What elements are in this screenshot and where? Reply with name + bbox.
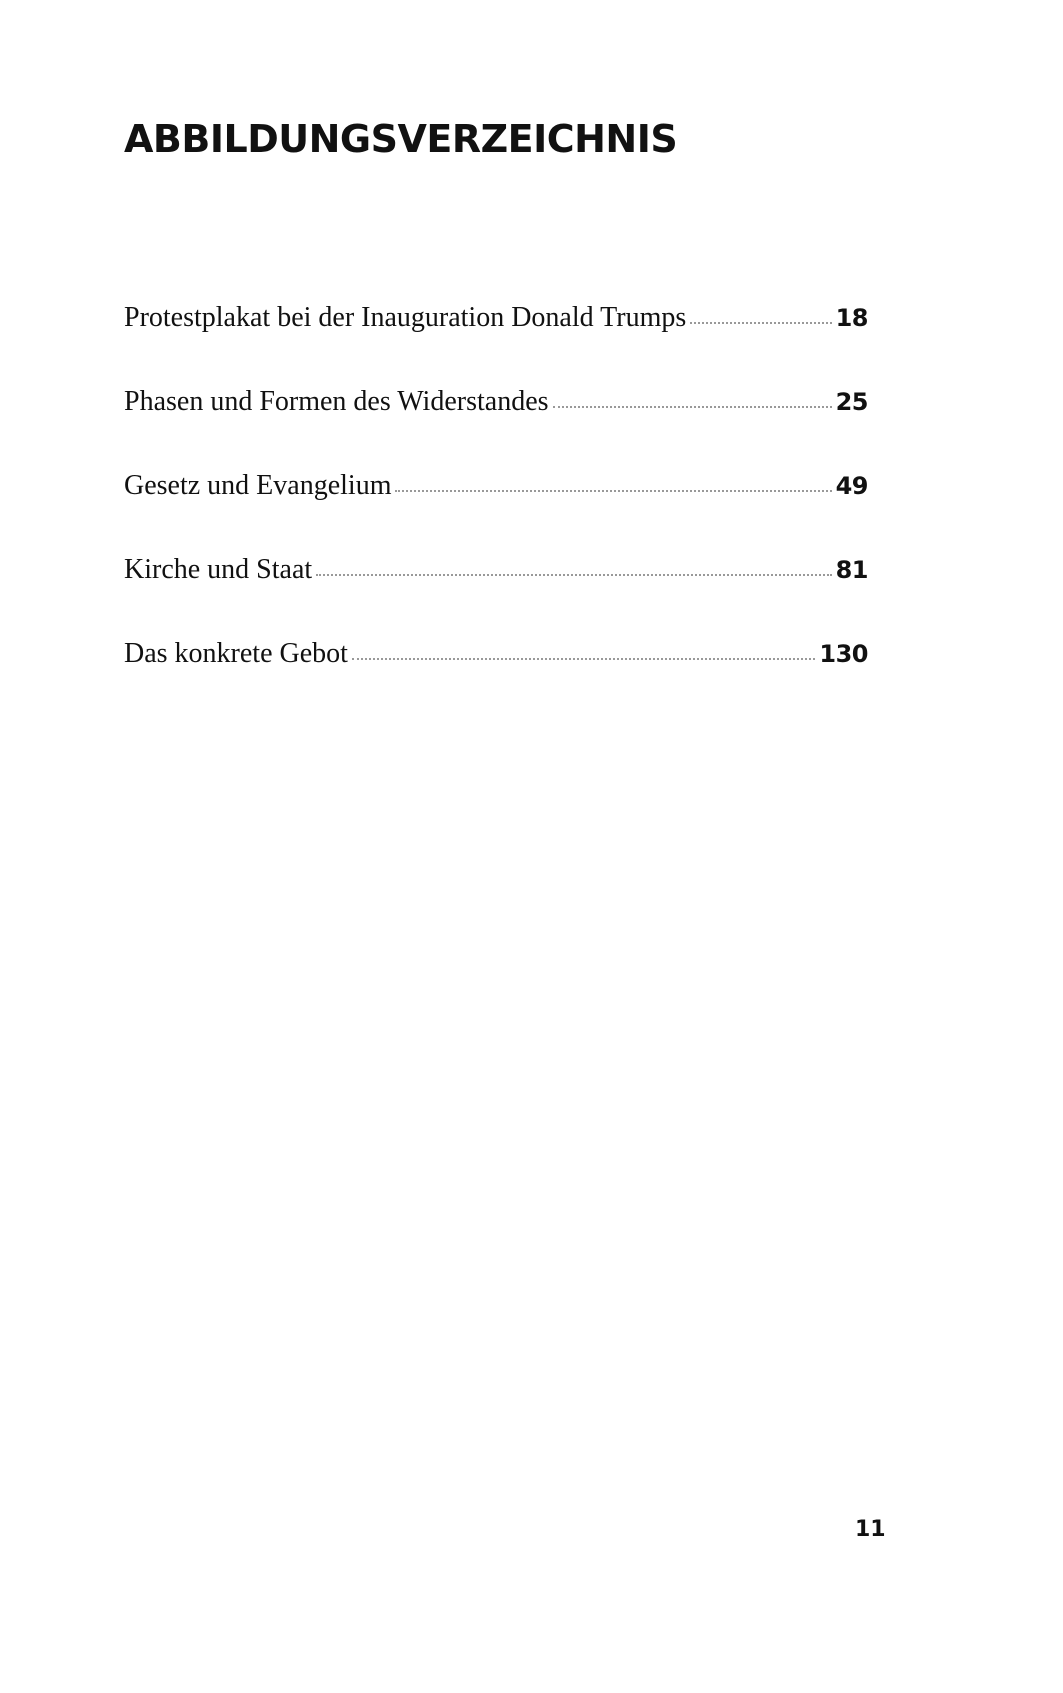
entry-title: Phasen und Formen des Widerstandes <box>124 386 549 417</box>
dot-leader <box>316 573 831 576</box>
figure-list <box>124 302 868 722</box>
entry-title: Kirche und Staat <box>124 554 313 585</box>
entry-page-number: 81 <box>835 556 868 584</box>
entry-title: Das konkrete Gebot <box>124 638 348 669</box>
dot-leader <box>690 321 831 324</box>
dot-leader <box>352 657 815 660</box>
entry-title: Gesetz und Evangelium <box>124 470 392 501</box>
list-item <box>124 302 868 386</box>
entry-page-number: 130 <box>819 640 868 668</box>
list-item <box>124 554 868 638</box>
dot-leader <box>395 489 831 492</box>
entry-page-number: 25 <box>835 388 868 416</box>
page-number: 11 <box>855 1517 886 1542</box>
list-item <box>124 386 868 470</box>
page-title: ABBILDUNGSVERZEICHNIS <box>124 117 678 161</box>
entry-page-number: 49 <box>835 472 868 500</box>
dot-leader <box>553 405 832 408</box>
list-item <box>124 470 868 554</box>
entry-title: Protestplakat bei der Inauguration Donald Trumps <box>124 302 687 333</box>
entry-page-number: 18 <box>835 304 868 332</box>
list-item <box>124 638 868 722</box>
